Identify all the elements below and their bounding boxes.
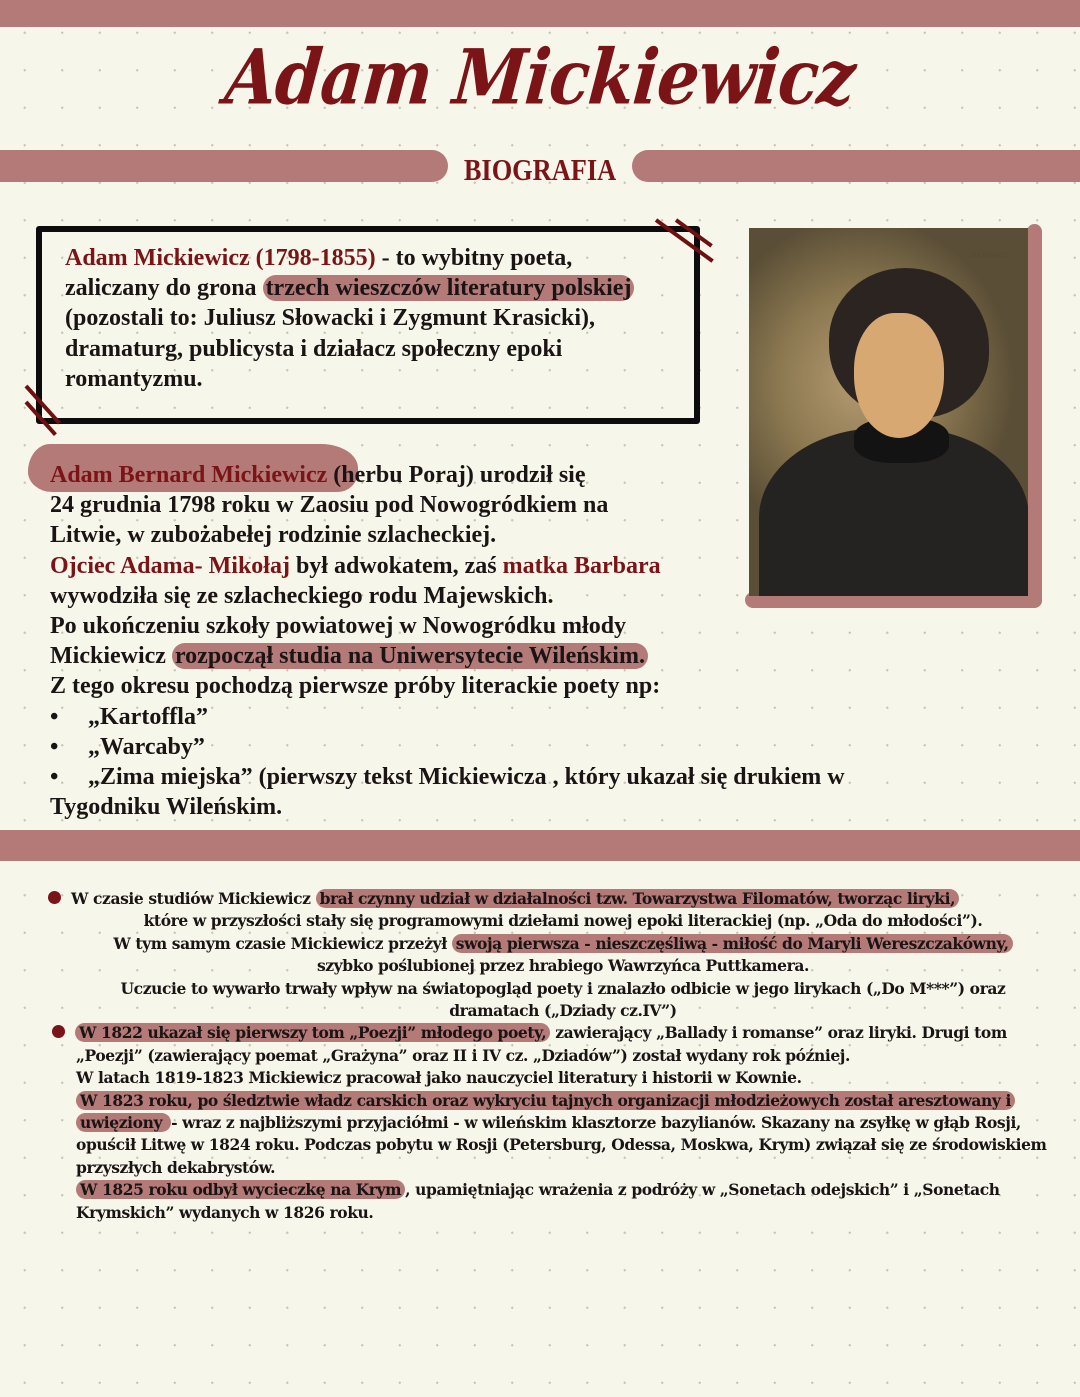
intro-name-dates: Adam Mickiewicz (1798-1855) bbox=[65, 245, 376, 271]
bio-text: Mickiewicz bbox=[50, 643, 172, 670]
section-banner-right bbox=[632, 150, 1080, 182]
bio-text: (herbu Poraj) urodził się bbox=[327, 462, 586, 488]
highlight-university: rozpoczął studia na Uniwersytecie Wileńskim. bbox=[172, 643, 648, 669]
studies-text: przyszłych dekabrystów. bbox=[76, 1157, 276, 1177]
bullet-dot-icon bbox=[48, 891, 61, 904]
highlight-crimea: W 1825 roku odbył wycieczkę na Krym bbox=[76, 1180, 405, 1199]
studies-text: Krymskich” wydanych w 1826 roku. bbox=[76, 1202, 374, 1222]
section-heading-biografia: BIOGRAFIA bbox=[463, 152, 617, 187]
biography-paragraph bbox=[50, 460, 950, 822]
studies-text: opuścił Litwę w 1824 roku. Podczas pobytu w Rosji (Petersburg, Odessa, Moskwa, Krym) związał się ze środowiskiem bbox=[76, 1135, 1047, 1155]
highlight-three-bards: trzech wieszczów literatury polskiej bbox=[263, 275, 635, 301]
bio-text: był adwokatem, zaś bbox=[289, 552, 503, 579]
father-name: Ojciec Adama- Mikołaj bbox=[50, 552, 290, 579]
bio-text: Litwie, w zubożabełej rodzinie szlacheckiej. bbox=[50, 522, 497, 549]
studies-text: W latach 1819-1823 Mickiewicz pracował jako nauczyciel literatury i historii w Kownie. bbox=[76, 1068, 802, 1088]
mother-name: matka Barbara bbox=[502, 552, 661, 579]
works-list-item bbox=[50, 762, 950, 792]
works-list-item bbox=[50, 732, 950, 762]
studies-text: Uczucie to wywarło trwały wpływ na światopogląd poety i znalazło odbicie w jego lirykach („Do M***”) oraz bbox=[120, 978, 1006, 998]
works-list-item bbox=[50, 702, 950, 732]
bio-text: Po ukończeniu szkoły powiatowej w Nowogródku młody bbox=[50, 613, 627, 640]
work-title: „Kartoffla” bbox=[88, 703, 208, 730]
highlight-maryla: swoją pierwsza - nieszczęśliwą - miłość do Maryli Wereszczakówny, bbox=[452, 934, 1013, 953]
studies-text: W tym samym czasie Mickiewicz przeżył bbox=[113, 933, 452, 953]
studies-text: W czasie studiów Mickiewicz bbox=[71, 889, 316, 908]
studies-text: , upamiętniając wrażenia z podróży w „Sonetach odejskich” i „Sonetach bbox=[405, 1180, 1000, 1200]
work-title: „Warcaby” bbox=[88, 733, 205, 760]
work-title: „Zima miejska” (pierwszy tekst Mickiewicza , który ukazał się drukiem w bbox=[88, 764, 845, 791]
highlight-arrest: W 1823 roku, po śledztwie władz carskich oraz wykryciu tajnych organizacji młodzieżowych został aresztowany i bbox=[76, 1091, 1015, 1110]
bullet-dot-icon bbox=[52, 1025, 65, 1038]
bullet-icon: • bbox=[50, 764, 59, 791]
bio-text: 24 grudnia 1798 roku w Zaosiu pod Nowogródkiem na bbox=[50, 492, 609, 519]
portrait-signature: Mickiewicz bbox=[970, 250, 1006, 259]
bullet-icon: • bbox=[50, 733, 59, 760]
page-title: Adam Mickiewicz bbox=[221, 32, 859, 122]
highlight-imprisoned: uwięziony bbox=[76, 1113, 171, 1132]
studies-text: zawierający „Ballady i romanse” oraz liryki. Drugi tom bbox=[550, 1023, 1007, 1043]
studies-text: - wraz z najbliższymi przyjaciółmi - w wileńskim klasztorze bazylianów. Skazany na zsyłkę w głąb Rosji, bbox=[171, 1113, 1021, 1133]
intro-text: (pozostali to: Juliusz Słowacki i Zygmunt Krasicki), bbox=[65, 305, 596, 332]
intro-paragraph bbox=[65, 243, 705, 394]
intro-text: romantyzmu. bbox=[65, 365, 203, 392]
portrait-face bbox=[854, 313, 944, 438]
section-banner-left bbox=[0, 150, 448, 182]
studies-text: dramatach („Dziady cz.IV”) bbox=[449, 1001, 677, 1021]
studies-text: „Poezji” (zawierający poemat „Grażyna” oraz II i IV cz. „Dziadów”) został wydany rok później. bbox=[76, 1045, 850, 1065]
bullet-icon: • bbox=[50, 703, 59, 730]
full-name: Adam Bernard Mickiewicz bbox=[50, 462, 328, 488]
section-divider-band bbox=[0, 830, 1080, 861]
bio-text: Z tego okresu pochodzą pierwsze próby literackie poety np: bbox=[50, 673, 661, 700]
portrait-frame-vertical bbox=[1027, 224, 1042, 608]
intro-text: dramaturg, publicysta i działacz społeczny epoki bbox=[65, 335, 563, 362]
intro-text: - to wybitny poeta, bbox=[375, 245, 573, 271]
highlight-poezje: W 1822 ukazał się pierwszy tom „Poezji” młodego poety, bbox=[75, 1023, 550, 1042]
bio-text: Tygodniku Wileńskim. bbox=[50, 794, 283, 821]
studies-text: które w przyszłości stały się programowymi dziełami nowej epoki literackiej (np. „Oda do młodości”). bbox=[143, 911, 983, 931]
bio-text: wywodziła się ze szlacheckiego rodu Majewskich. bbox=[50, 582, 554, 609]
intro-text: zaliczany do grona bbox=[65, 275, 263, 302]
studies-section bbox=[48, 888, 1078, 1224]
highlight-filomaci: brał czynny udział w działalności tzw. Towarzystwa Filomatów, tworząc liryki, bbox=[316, 889, 960, 908]
studies-text: szybko poślubionej przez hrabiego Wawrzyńca Puttkamera. bbox=[316, 956, 810, 976]
top-decorative-band bbox=[0, 0, 1080, 27]
